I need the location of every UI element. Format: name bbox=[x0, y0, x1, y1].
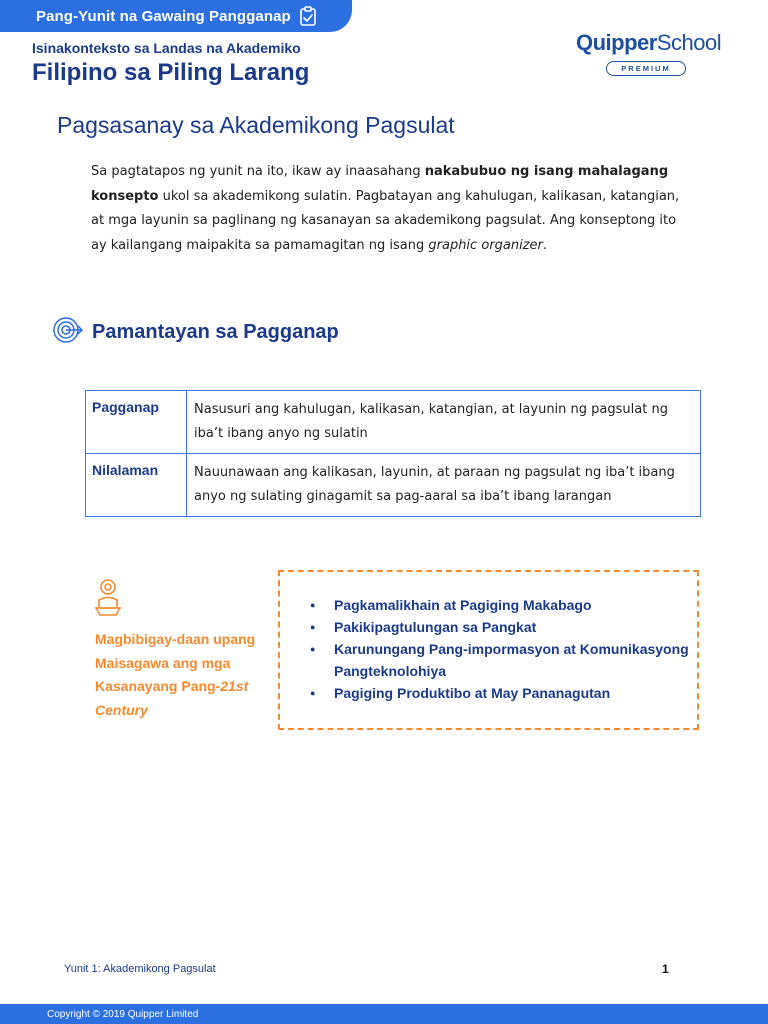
standards-title: Pamantayan sa Pagganap bbox=[92, 321, 339, 343]
list-item: ● Karunungang Pang-impormasyon at Komunikasyong Pangteknolohiya bbox=[310, 638, 690, 682]
track-subtitle: Isinakonteksto sa Landas na Akademiko bbox=[32, 40, 301, 56]
premium-badge: PREMIUM bbox=[606, 61, 686, 76]
table-row bbox=[86, 391, 701, 454]
list-item: ● Pakikipagtulungan sa Pangkat bbox=[310, 616, 690, 638]
intro-italic: graphic organizer bbox=[428, 237, 543, 253]
skills-person-icon bbox=[92, 578, 124, 623]
skills-box bbox=[278, 570, 699, 730]
quipper-school-logo bbox=[576, 30, 726, 80]
course-title: Filipino sa Piling Larang bbox=[32, 59, 310, 86]
clipboard-check-icon bbox=[299, 6, 317, 26]
row-text: Nauunawaan ang kalikasan, layunin, at paraan ng pagsulat ng iba’t ibang anyo ng sulating ginagamit sa pag-aaral sa iba’t ibang larangan bbox=[187, 454, 701, 517]
unit-task-tab bbox=[0, 0, 352, 32]
page-number: 1 bbox=[662, 962, 669, 976]
logo-school: School bbox=[656, 30, 722, 55]
intro-bold: nakabubuo ng isang mahalagang konsepto bbox=[91, 164, 669, 204]
table-row bbox=[86, 454, 701, 517]
list-item: ● Pagiging Produktibo at May Pananagutan bbox=[310, 682, 690, 704]
copyright-bar bbox=[0, 1004, 768, 1024]
intro-paragraph bbox=[91, 160, 691, 258]
unit-task-label: Pang-Yunit na Gawaing Pangganap bbox=[36, 7, 291, 25]
list-item: ● Pagkamalikhain at Pagiging Makabago bbox=[310, 594, 690, 616]
logo-wordmark bbox=[576, 30, 726, 56]
skills-list bbox=[310, 594, 690, 704]
standards-table bbox=[85, 390, 701, 517]
lesson-title: Pagsasanay sa Akademikong Pagsulat bbox=[57, 112, 455, 138]
intro-text-2: ukol sa akademikong sulatin. Pagbatayan ang kahulugan, kalikasan, katangian, at mga layunin sa paglinang ng kasanayan sa akademikong pagsulat. Ang konseptong ito ay kailangang maipakita sa pamamagitan ng isang bbox=[91, 188, 680, 253]
intro-text-3: . bbox=[542, 237, 547, 253]
row-label: Pagganap bbox=[86, 391, 187, 454]
intro-text-1: Sa pagtatapos ng yunit na ito, ikaw ay inaasahang bbox=[91, 164, 425, 179]
target-arrow-icon bbox=[50, 315, 84, 350]
row-label: Nilalaman bbox=[86, 454, 187, 517]
copyright-text: Copyright © 2019 Quipper Limited bbox=[47, 1008, 199, 1020]
skills-heading bbox=[95, 628, 273, 722]
footer-unit: Yunit 1: Akademikong Pagsulat bbox=[64, 963, 216, 975]
standards-section-header bbox=[50, 315, 339, 350]
row-text: Nasusuri ang kahulugan, kalikasan, katangian, at layunin ng pagsulat ng iba’t ibang anyo ng sulatin bbox=[187, 391, 701, 454]
skills-heading-italic: 21st Century bbox=[95, 678, 249, 718]
logo-quipper: Quipper bbox=[576, 30, 657, 55]
skills-heading-text: Magbibigay-daan upang Maisagawa ang mga Kasanayang Pang- bbox=[95, 631, 256, 694]
